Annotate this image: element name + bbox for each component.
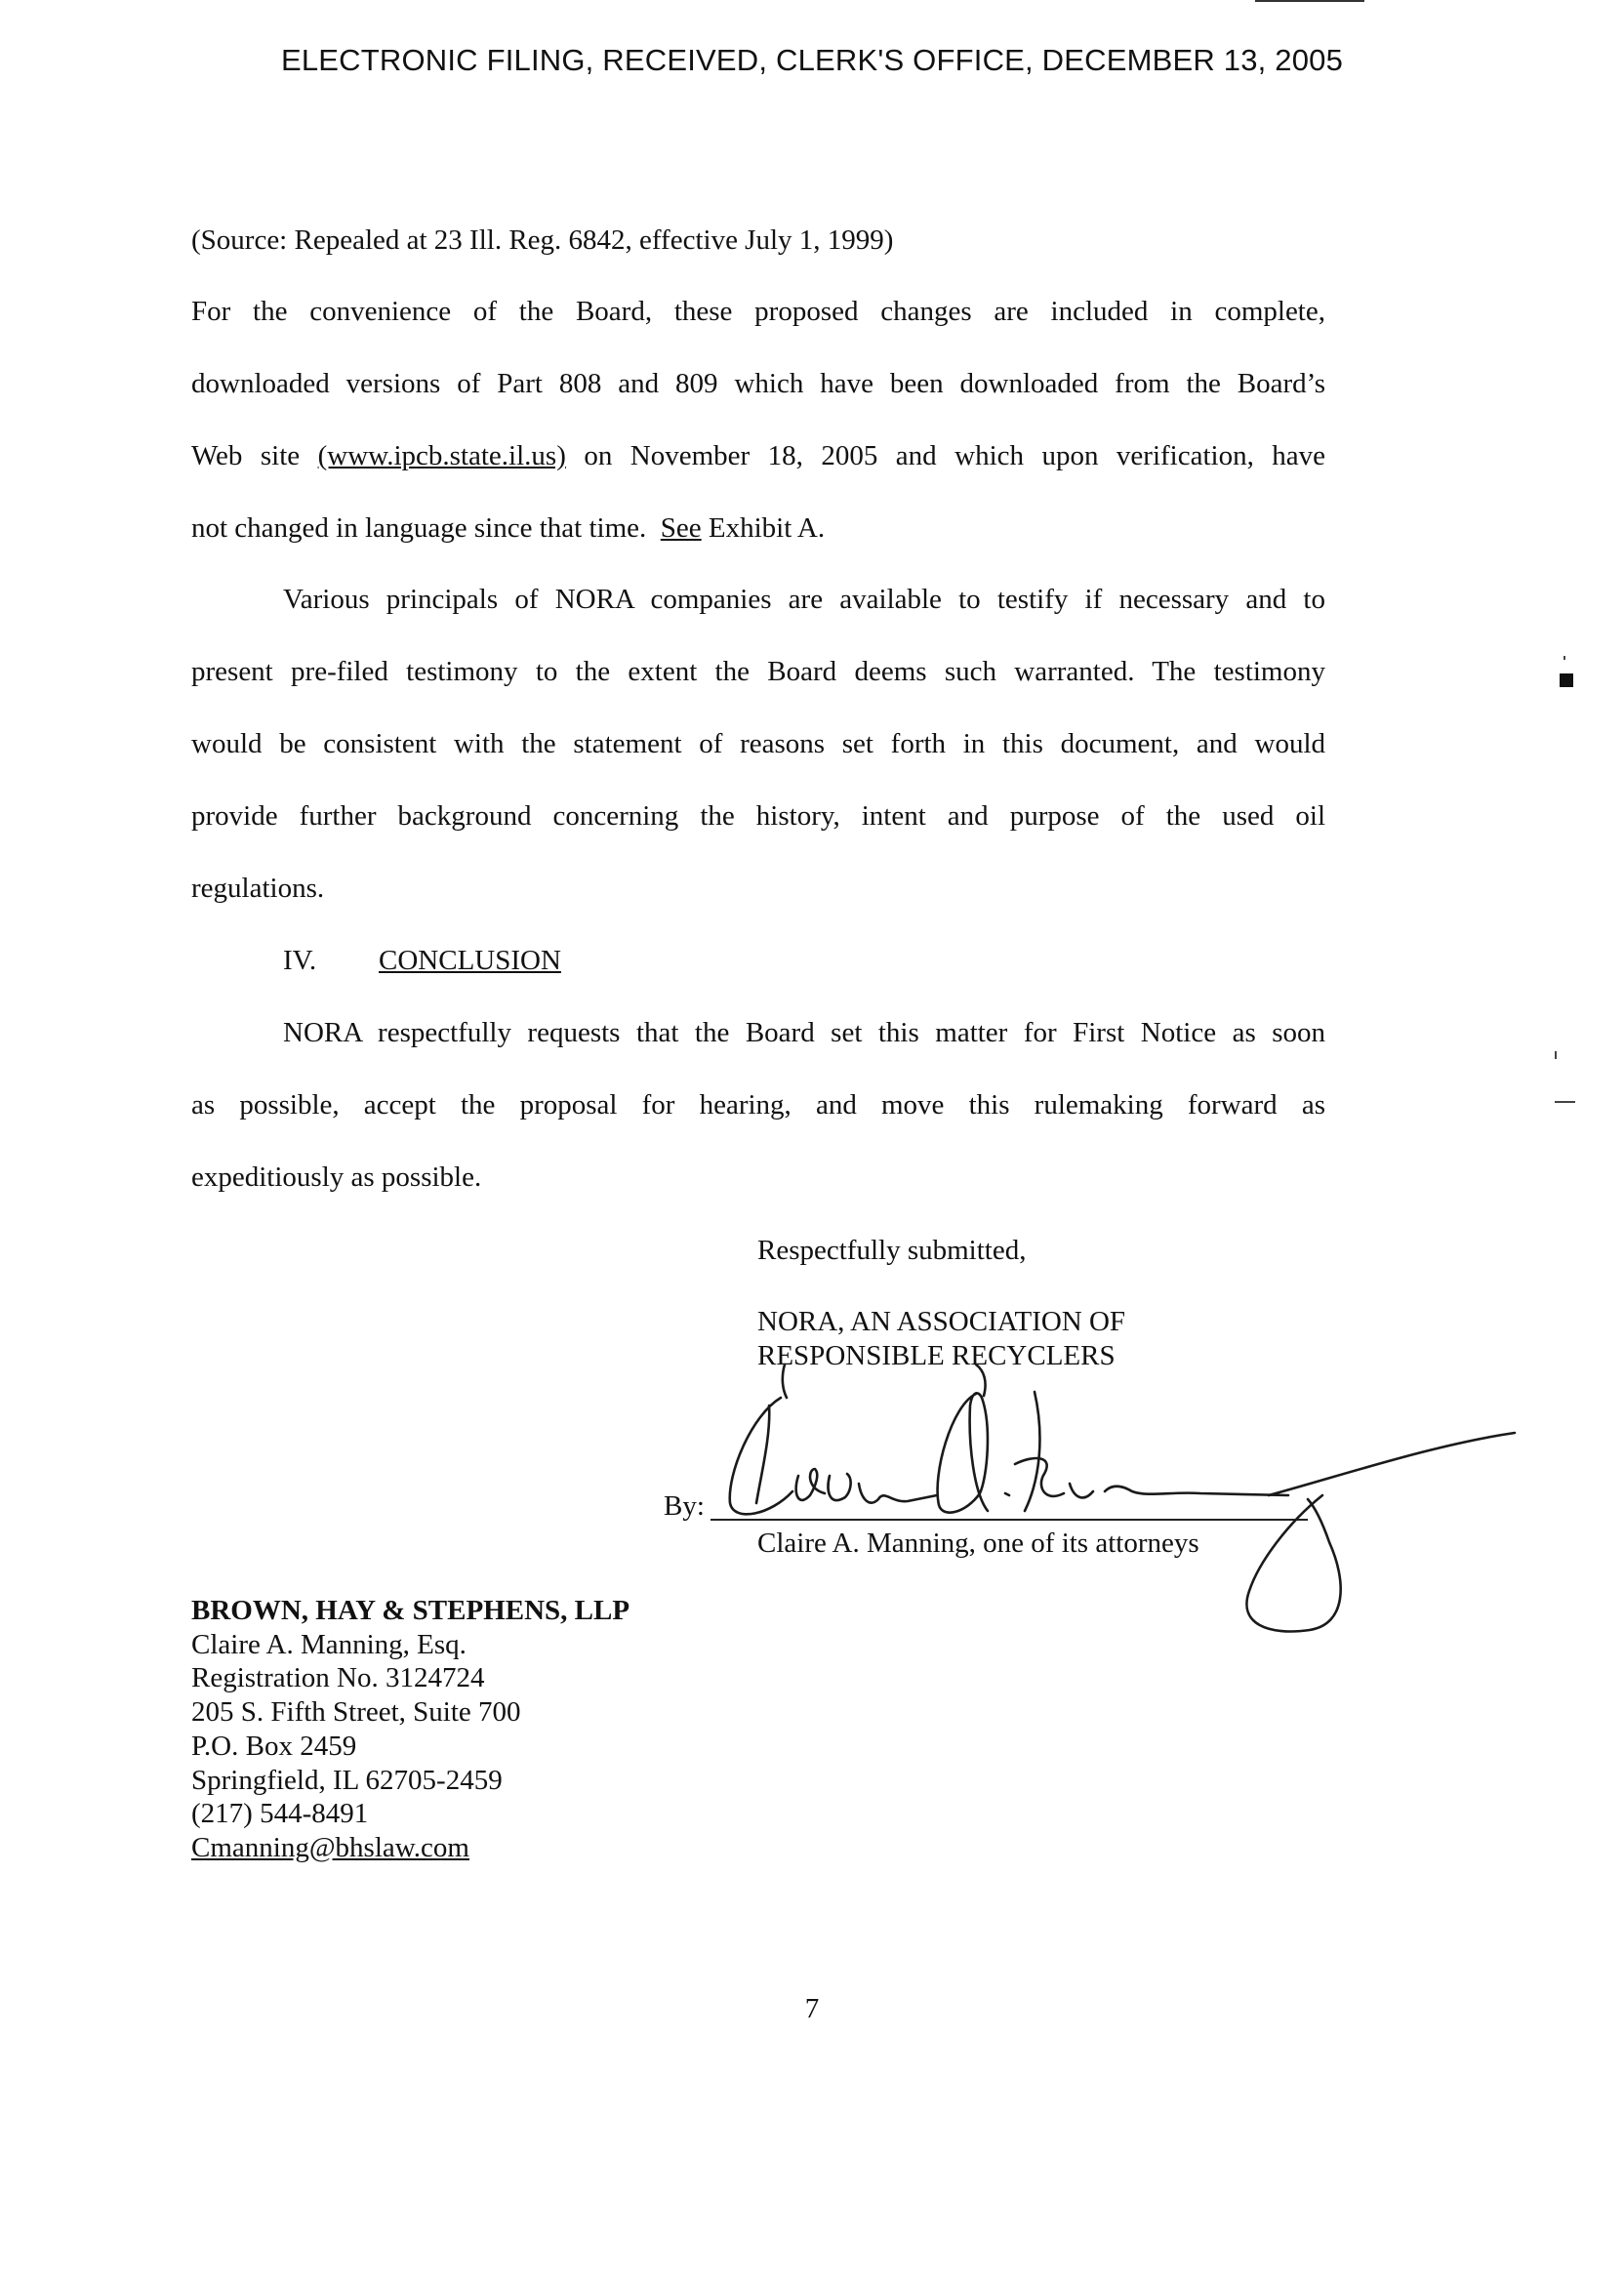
section-heading — [283, 943, 561, 978]
scan-edge-line — [1255, 0, 1364, 2]
firm-phone: (217) 544-8491 — [191, 1798, 369, 1829]
page-number: 7 — [804, 1993, 820, 2024]
firm-registration: Registration No. 3124724 — [191, 1662, 485, 1693]
para2-line2: present pre-filed testimony to the extent the Board deems such warranted. The testimony — [191, 656, 1325, 687]
para1-line4 — [191, 510, 825, 546]
para1-line3-post: on November 18, 2005 and which upon verification, have — [584, 440, 1326, 471]
para2-line1: Various principals of NORA companies are available to testify if necessary and to — [283, 584, 1325, 615]
by-label: By: — [664, 1490, 705, 1522]
org-line1: NORA, AN ASSOCIATION OF — [757, 1306, 1126, 1337]
filing-stamp-header: ELECTRONIC FILING, RECEIVED, CLERK'S OFFICE, DECEMBER 13, 2005 — [280, 43, 1344, 77]
para2-line3: would be consistent with the statement of reasons set forth in this document, and would — [191, 728, 1325, 759]
para1-line3 — [191, 438, 1325, 473]
signer-line: Claire A. Manning, one of its attorneys — [757, 1528, 1199, 1559]
para1-line3-pre: Web site — [191, 440, 301, 471]
section-number: IV. — [283, 945, 317, 976]
source-note: (Source: Repealed at 23 Ill. Reg. 6842, effective July 1, 1999) — [191, 224, 894, 256]
firm-address1: 205 S. Fifth Street, Suite 700 — [191, 1696, 521, 1728]
org-line2: RESPONSIBLE RECYCLERS — [757, 1340, 1116, 1371]
closing-text: Respectfully submitted, — [757, 1235, 1027, 1266]
para1-line2: downloaded versions of Part 808 and 809 which have been downloaded from the Board’s — [191, 368, 1325, 399]
firm-address3: Springfield, IL 62705-2459 — [191, 1765, 503, 1796]
firm-attorney: Claire A. Manning, Esq. — [191, 1629, 467, 1660]
para3-line2: as possible, accept the proposal for hearing, and move this rulemaking forward as — [191, 1089, 1325, 1121]
scan-mark — [1560, 673, 1573, 687]
see-reference: See — [660, 512, 702, 544]
para2-line5: regulations. — [191, 873, 325, 904]
website-link[interactable]: (www.ipcb.state.il.us) — [317, 440, 566, 471]
section-title: CONCLUSION — [379, 945, 561, 976]
para1-line4-pre: not changed in language since that time. — [191, 512, 647, 544]
firm-address2: P.O. Box 2459 — [191, 1731, 357, 1762]
firm-name: BROWN, HAY & STEPHENS, LLP — [191, 1595, 630, 1626]
para3-line1: NORA respectfully requests that the Board set this matter for First Notice as soon — [283, 1017, 1325, 1048]
handwritten-signature — [730, 1365, 1515, 1631]
para1-line1: For the convenience of the Board, these proposed changes are included in complete, — [191, 296, 1325, 327]
firm-email-link[interactable]: Cmanning@bhslaw.com — [191, 1832, 469, 1863]
para3-line3: expeditiously as possible. — [191, 1161, 482, 1193]
para1-line4-post: Exhibit A. — [708, 512, 826, 544]
para2-line4: provide further background concerning the history, intent and purpose of the used oil — [191, 800, 1325, 832]
